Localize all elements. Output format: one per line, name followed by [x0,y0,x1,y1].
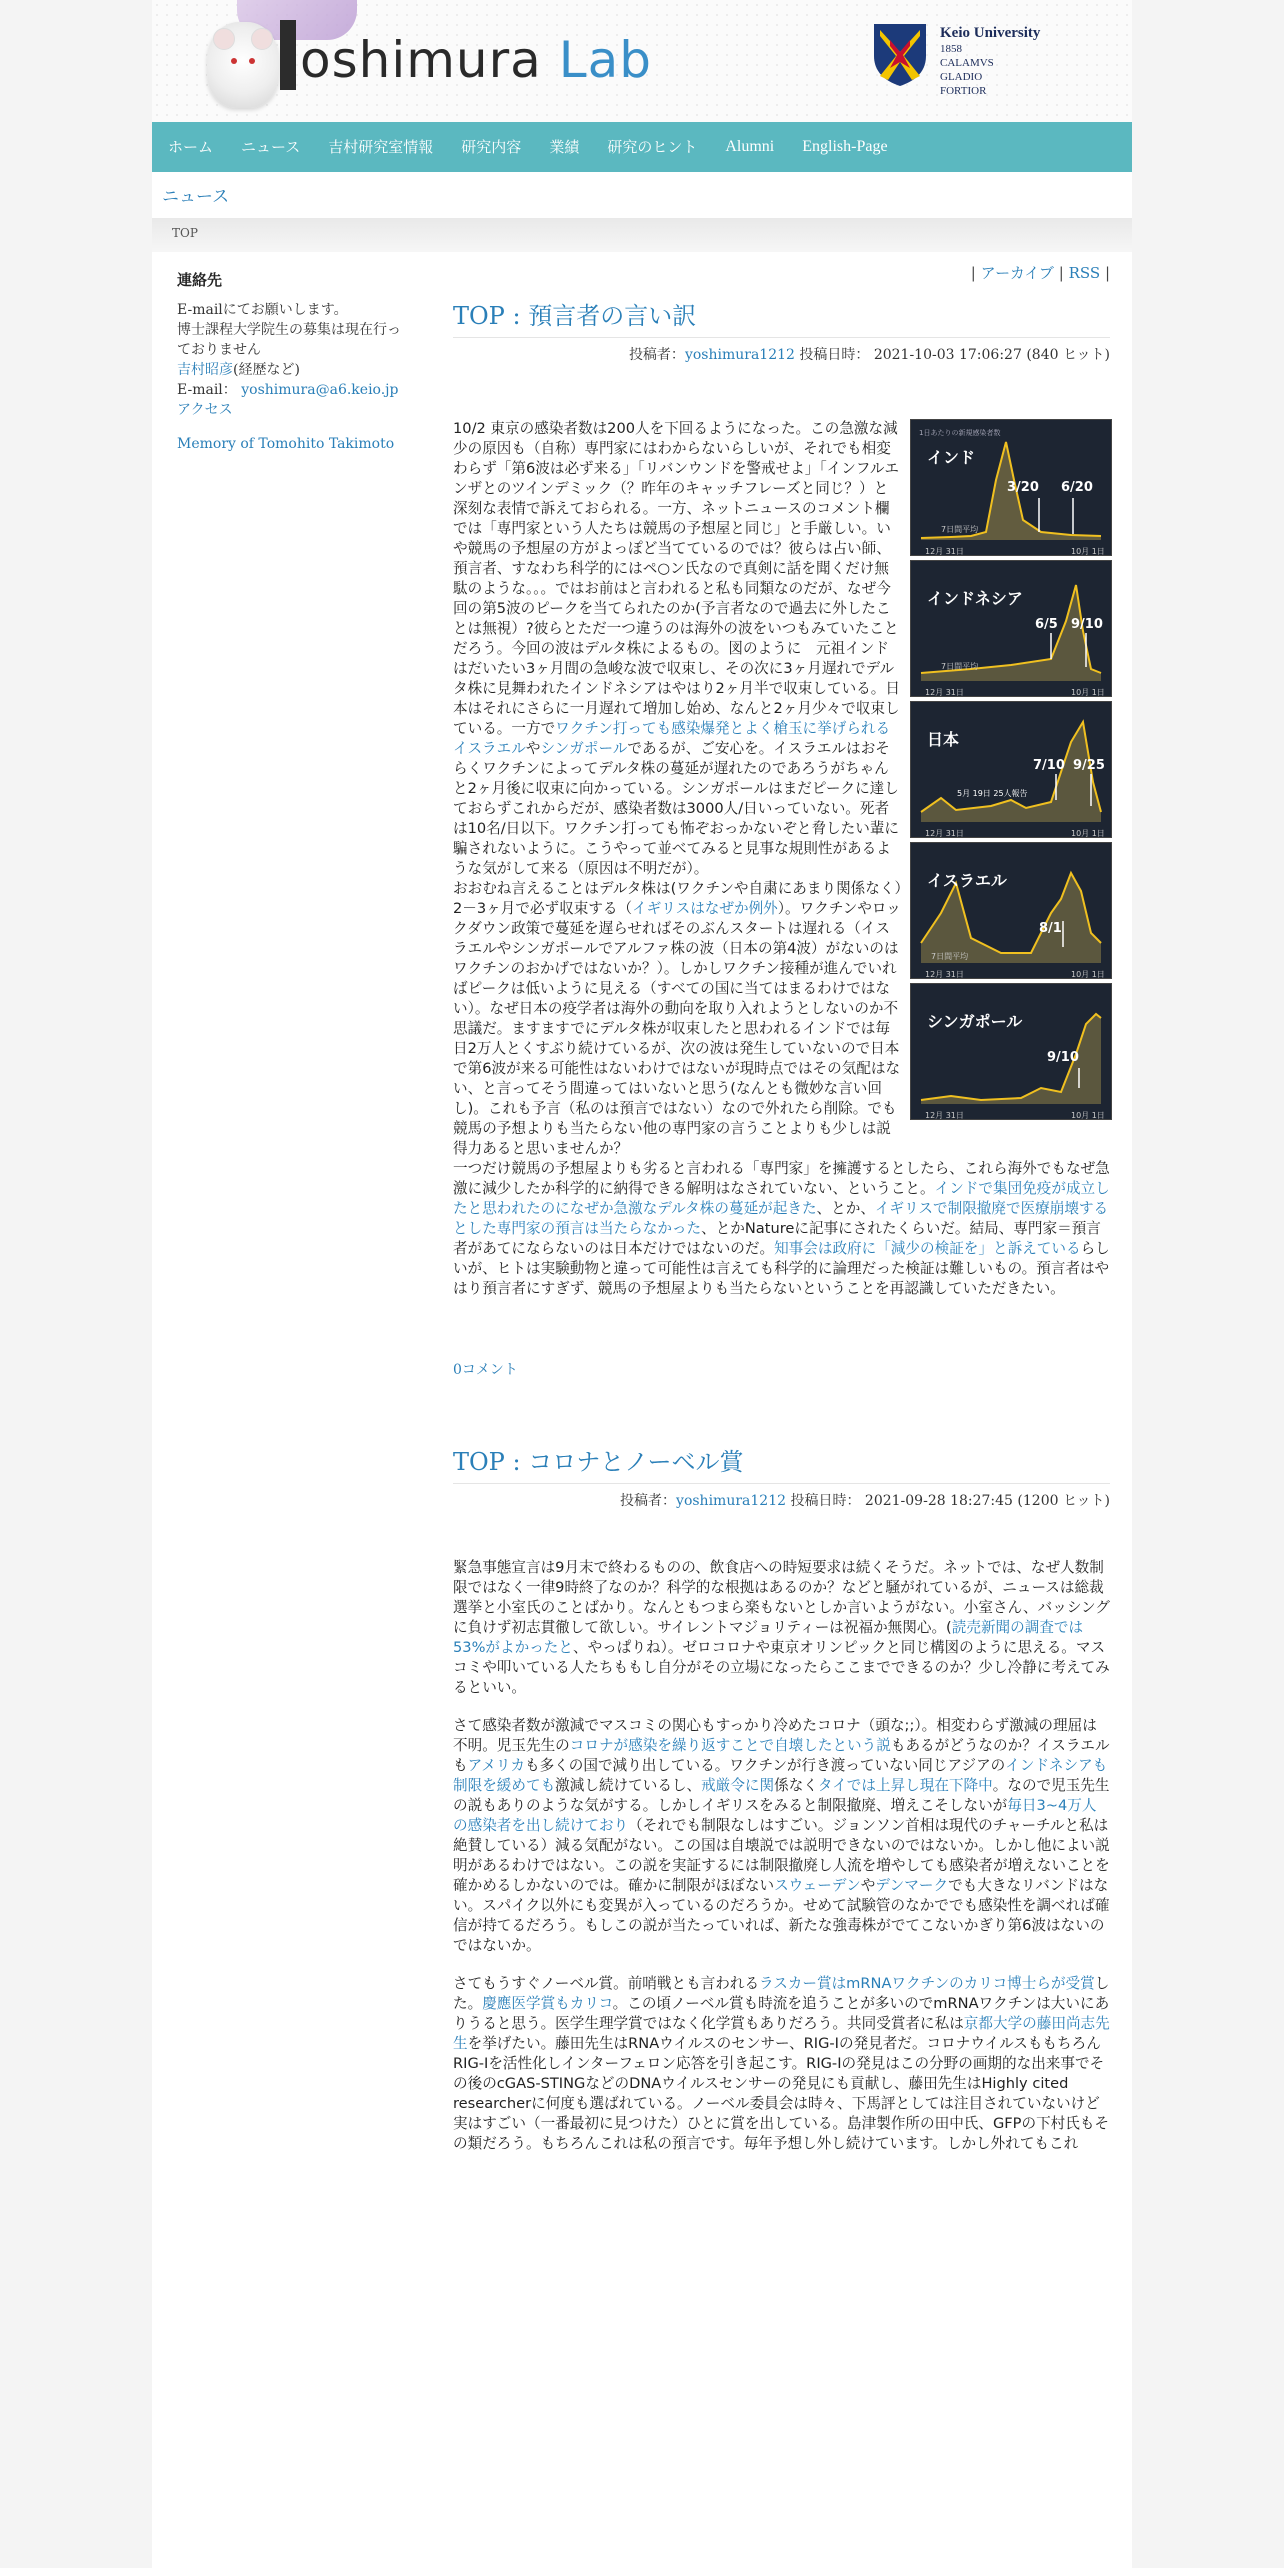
text: 、とか、 [816,1200,875,1217]
logo-lab-text: Lab [558,31,652,89]
america-link[interactable]: アメリカ [467,1757,525,1774]
email-label: E-mail： [177,382,237,398]
post-date: 投稿日時： 2021-09-28 18:27:45 (1200 ヒット) [790,1493,1110,1509]
country-label: イスラエル [927,871,1007,890]
nav-item-english[interactable]: English-Page [802,138,888,155]
text: した。 [453,1975,1110,2012]
post-category-link[interactable]: TOP [453,1448,505,1476]
text: や [525,740,541,757]
nav-item-home[interactable]: ホーム [168,138,214,156]
uk-cases-link[interactable]: 毎日3~4万人の感染者を出し続けており [453,1797,1097,1834]
x-end-label: 10月 1日 [1071,547,1105,556]
sidebar-email-row [177,380,407,400]
nav-item-research[interactable]: 研究内容 [461,138,522,156]
separator: | [1058,264,1064,282]
text: 、やっぱりね）。ゼロコロナや東京オリンピックと同じ構図のように思える。マスコミや叩いている人たちももし自分がその立場になったらここまでできるのか？少し冷静に考えてみるといい。 [453,1639,1110,1696]
x-start-label: 12月 31日 [925,688,964,697]
country-label: 日本 [927,730,960,749]
yomiuri-link[interactable]: 読売新聞の調査では53%がよかったと [453,1619,1084,1656]
comments-link[interactable]: 0コメント [453,1362,518,1378]
logo-y-letter [280,20,296,90]
main-content [453,262,1110,2172]
india-delta-link[interactable]: インドで集団免疫が成立したと思われたのになぜか急激なデルタ株の蔓延が起きた [453,1180,1110,1217]
text: も多くの国で減り出している。ワクチンが行き渡っていない同じアジアの [524,1757,1006,1774]
post-body [453,419,1110,1299]
sidebar-profile-row [177,360,407,380]
text: でも大きなリバンドはない。スパイク以外にも変異が入っているのだろうか。せめて試験管のなかででも感染性を調べれば確信が持てるだろう。もしこの説が当たっていれば、新たな強毒株がでてこないかぎり第6波はないのではないか。 [453,1877,1110,1954]
post-paragraph [453,1159,1110,1299]
martial-law-link[interactable]: 戒厳令に関 [701,1777,775,1794]
post-paragraph [453,1716,1110,1956]
sidebar [177,270,407,454]
keio-motto-3: FORTIOR [940,85,987,97]
keio-motto-2: GLADIO [940,71,983,83]
x-end-label: 10月 1日 [1071,829,1105,838]
site-header [152,0,1132,122]
author-link[interactable]: yoshimura1212 [684,347,795,363]
post-title-link[interactable]: 預言者の言い訳 [528,302,697,330]
author-link[interactable]: yoshimura1212 [676,1493,787,1509]
date-annotation: 3/20 [1007,480,1039,495]
separator: | [1104,264,1110,282]
post-title [453,1447,1110,1484]
text: 緊急事態宣言は9月末で終わるものの、飲食店への時短要求は続くそうだ。ネットでは、なぜ人数制限ではなく一律9時終了なのか？科学的な根拠はあるのか？などと騒がれているが、ニュースは総裁選挙と小室氏のことばかり。なんともつまら楽もないとしか言いようがない。小室さん、バッシングに負けず初志貫徹して欲しい。サイレントマジョリティーは祝福か無関心。( [453,1559,1110,1636]
x-start-label: 12月 31日 [925,970,964,979]
sidebar-email-note: E-mailにてお願いします。 [177,302,348,318]
date-annotation: 6/20 [1061,480,1093,495]
date-annotation: 9/10 [1071,617,1103,632]
lasker-link[interactable]: ラスカー賞はmRNAワクチンのカリコ博士らが受賞 [759,1975,1095,1992]
chart-panel-singapore [910,983,1112,1120]
chart-panel-indonesia [910,560,1112,697]
keio-year: 1858 [940,43,962,55]
text: おおむね言えることはデルタ株は(ワクチンや自粛にあまり関係なく）2－3ヶ月で必ず収束する（ [453,880,902,917]
date-annotation: 6/5 [1035,617,1058,632]
x-start-label: 12月 31日 [925,1111,964,1120]
chart-panel-israel [910,842,1112,979]
text: 係なく [774,1777,818,1794]
chart-note: 5月 19日 25人報告 [957,789,1028,798]
figure-header-text: 1日あたりの新規感染者数 [919,429,1001,437]
rss-link[interactable]: RSS [1068,264,1101,282]
avg-label: 7日間平均 [941,525,979,534]
date-annotation: 9/25 [1073,758,1105,773]
nav-item-news[interactable]: ニュース [241,138,301,156]
avg-label: 7日間平均 [941,662,979,671]
logo-main-text: oshimura [300,31,542,89]
chart-panel-india [910,419,1112,556]
post-meta [453,344,1110,364]
singapore-wave-graph [911,984,1111,1119]
archive-link[interactable]: アーカイブ [980,264,1054,282]
singapore-link[interactable]: シンガポール [540,740,628,757]
main-navigation [152,122,1132,172]
x-start-label: 12月 31日 [925,829,964,838]
site-logo[interactable] [300,30,652,90]
nav-item-alumni[interactable]: Alumni [725,138,775,155]
nav-item-lab-info[interactable]: 吉村研究室情報 [328,138,434,156]
nav-item-publications[interactable]: 業績 [549,138,580,156]
breadcrumb-bar [152,218,1132,252]
post-paragraph [453,1558,1110,1698]
text: 、とかNatureに記事にされたくらいだ。結局、専門家＝預言者があてにならないのは日本だけではないのだ。 [453,1220,1101,1257]
sidebar-recruit-note: 博士課程大学院生の募集は現在行っておりません [177,322,401,358]
fujita-link[interactable]: 京都大学の藤田尚志先生 [453,2015,1110,2052]
chart-panel-japan [910,701,1112,838]
keio-name: Keio University [940,25,1041,41]
kodama-theory-link[interactable]: コロナが感染を繰り返すことで自壊したという説 [569,1737,891,1754]
governors-link[interactable]: 知事会は政府に「減少の検証を」と訴えている [774,1240,1081,1257]
avg-label: 7日間平均 [931,952,969,961]
post-title [453,301,1110,338]
text: らしいが、ヒトは実験動物と違って可能性は言えても科学的に論理だった検証は難しいもの。預言者はやはり預言者にすぎず、競馬の予想屋よりも当たらないということを再認識していただきたい。 [453,1240,1110,1297]
text: 10/2 東京の感染者数は200人を下回るようになった。この急激な減少の原因も（自称）専門家にはわからないらしいが、それでも相変わらず「第6波は必ず来る」「リバンウンドを警戒せよ」「インフルエンザとのツインデミック（？昨年のキャッチフレーズと同じ？）と深刻な表情で訴えておられる。一方、ネットニュースのコメント欄では「専門家という人たちは競馬の予想屋と同じ」と手厳しい。いや競馬の予想屋の方がよっぽど当てているのでは？彼らは占い師、預言者、すなわち科学的にはペ○ン氏なので真剣に話を聞くだけ無駄のような。。。ではお前はと言われると私も同類なのだが、なぜ今回の第5波のピークを当てられたのか(予言者なので過去に外したことは無視）?彼らとただ一つ違うのは海外の波をいつもみていたことだろう。今回の波はデルタ株によるもの。図のように 元祖インドはだいたい3ヶ月間の急峻な波で収束し、その次に3ヶ月遅れでデルタ株に見舞われたインドネシアはやはり2ヶ月半で収束している。日本はそれにさらに一月遅れて増加し始め、なんと2ヶ月少々で収束している。一方で [453,420,900,737]
page [152,0,1132,2568]
text: （それでも制限なしはすごい。ジョンソン首相は現代のチャーチルと私は絶賛している）減る気配がない。この国は自壊説では説明できないのではないか。しかし他によい説明があるわけではない。この説を実証するには制限撤廃し人流を増やしても感染者が増えないことを確かめるしかないのでは。確かに制限がほぼない [453,1817,1110,1894]
memory-link[interactable]: Memory of Tomohito Takimoto [177,436,395,452]
text: 一つだけ競馬の予想屋よりも劣ると言われる「専門家」を擁護するとしたら、これら海外でもなぜ急激に減少したか科学的に納得できる解明はなされていない、ということ。 [453,1160,1110,1197]
date-annotation: 7/10 [1033,758,1065,773]
text: や [860,1877,876,1894]
access-link[interactable]: アクセス [177,402,233,418]
separator: | [970,264,976,282]
text: ）。ワクチンやロックダウン政策で蔓延を遅らせればそのぶんスタートは遅れる（イスラエルやシンガポールでアルファ株の波（日本の第4波）がないのはワクチンのおかげではないか？）。しかしワクチン接種が進んでいればピークは低いように見える（すべての国に当てはまるわけではない）。なぜ日本の疫学者は海外の動向を取り入れようとしないのか不思議だ。ますますでにデルタ株が収束したと思われるインドでは毎日2万人とくすぶり続けているが、次の波は発生していないので日本で第6波が来る可能性はないわけではないが現時点ではその気配はない、と言ってそう間違ってはいないと思う(なんとも微妙な言い回し)。これも予言（私のは預言ではない）なので外れたら削除。でも競馬の予想よりも当たらない他の専門家の言うことよりも少しは説得力あると思いませんか？ [453,900,901,1157]
comments-row [453,1359,1110,1379]
sweden-link[interactable]: スウェーデン [774,1877,861,1894]
post-body [453,1558,1110,2154]
x-end-label: 10月 1日 [1071,970,1105,979]
keio-university-label [940,24,1040,98]
country-label: シンガポール [927,1012,1023,1031]
text: 激減し続けているし、 [555,1777,702,1794]
text: であるが、ご安心を。イスラエルはおそらくワクチンによってデルタ株の蔓延が遅れたのであろうがちゃんと2ヶ月後に収束に向かっている。シンガポールはまだピークに達しておらずこれからだが、感染者数は3000人/日いっていない。死者は10名/日以下。ワクチン打っても怖ぞおっかないぞと脅したい輩に騙されないように。こうやって並べてみると見事な規則性があるような気がして来る（原因は不明だが）。 [453,740,899,877]
denmark-link[interactable]: デンマーク [875,1877,949,1894]
thailand-link[interactable]: タイでは上昇し現在下降中 [817,1777,993,1794]
post-date: 投稿日時： 2021-10-03 17:06:27 (840 ヒット) [799,347,1110,363]
sidebar-title: 連絡先 [177,271,223,289]
israel-link[interactable]: ワクチン打っても感染爆発とよく槍玉に挙げられるイスラエル [453,720,891,757]
post-title-link[interactable]: コロナとノーベル賞 [528,1448,744,1476]
text: 。この頃ノーベル賞も時流を追うことが多いのでmRNAワクチンは大いにありうると思う。医学生理学賞ではなく化学賞もありだろう。共同受賞者に私は [453,1995,1110,2032]
text: さて感染者数が激減でマスコミの関心もすっかり冷めたコロナ（頭な;;）。相変わらず激減の理屈は不明。児玉先生の [453,1717,1097,1754]
text: さてもうすぐノーベル賞。前哨戦とも言われる [453,1975,760,1992]
author-label: 投稿者： [628,347,685,363]
post-category-link[interactable]: TOP [453,302,505,330]
profile-link[interactable]: 吉村昭彦 [177,362,233,378]
title-colon: : [512,302,521,330]
uk-experts-link[interactable]: イギリスで制限撤廃で医療崩壊するとした専門家の預言は当たらなかった [453,1200,1109,1237]
keio-motto-1: CALAMVS [940,57,994,69]
text: を挙げたい。藤田先生はRNAウイルスのセンサー、RIG-Iの発見者だ。コロナウイルスももちろんRIG-Iを活性化しインターフェロン応答を引き起こす。RIG-Iの発見はこの分野の画期的な出来事でその後のcGAS-STINGなどのDNAウイルスセンサーの発見にも貢献し、藤田先生はHighly cited researcherに何度も選ばれている。ノーベル委員会は時々、下馬評としては注目されていないけど実はすごい（一番最初に見つけた）ひとに賞を出している。島津製作所の田中氏、GFPの下村氏もその類だろう。もちろんこれは私の預言です。毎年予想し外し続けています。しかし外れてもこれ [453,2035,1110,2152]
title-colon: : [512,1448,521,1476]
x-end-label: 10月 1日 [1071,688,1105,697]
email-link[interactable]: yoshimura@a6.keio.jp [241,382,399,398]
post-meta [453,1490,1110,1510]
profile-suffix: (経歴など) [233,362,300,378]
text: もあるがどうなのか？イスラエルも [453,1737,1110,1774]
post-paragraph [453,1974,1110,2154]
date-annotation: 8/1 [1039,921,1062,936]
section-title[interactable]: ニュース [162,187,230,207]
text: 。なので児玉先生の説もありのような気がする。しかしイギリスをみると制限撤廃、増えこそしないが [453,1777,1110,1814]
uk-exception-link[interactable]: イギリスはなぜか例外 [632,900,778,917]
breadcrumb[interactable]: TOP [172,226,198,240]
country-label: インド [927,448,976,467]
nav-item-research-hints[interactable]: 研究のヒント [607,138,698,156]
keio-crest-icon [872,22,928,88]
country-label: インドネシア [927,589,1023,608]
indonesia-link[interactable]: インドネシアも制限を緩めても [453,1757,1108,1794]
x-start-label: 12月 31日 [925,547,964,556]
keio-prize-link[interactable]: 慶應医学賞もカリコ [482,1995,613,2012]
mouse-logo-icon [207,22,279,108]
covid-wave-figure [910,419,1110,1124]
archive-links [453,262,1110,283]
date-annotation: 9/10 [1047,1050,1079,1065]
author-label: 投稿者： [620,1493,677,1509]
x-end-label: 10月 1日 [1071,1111,1105,1120]
